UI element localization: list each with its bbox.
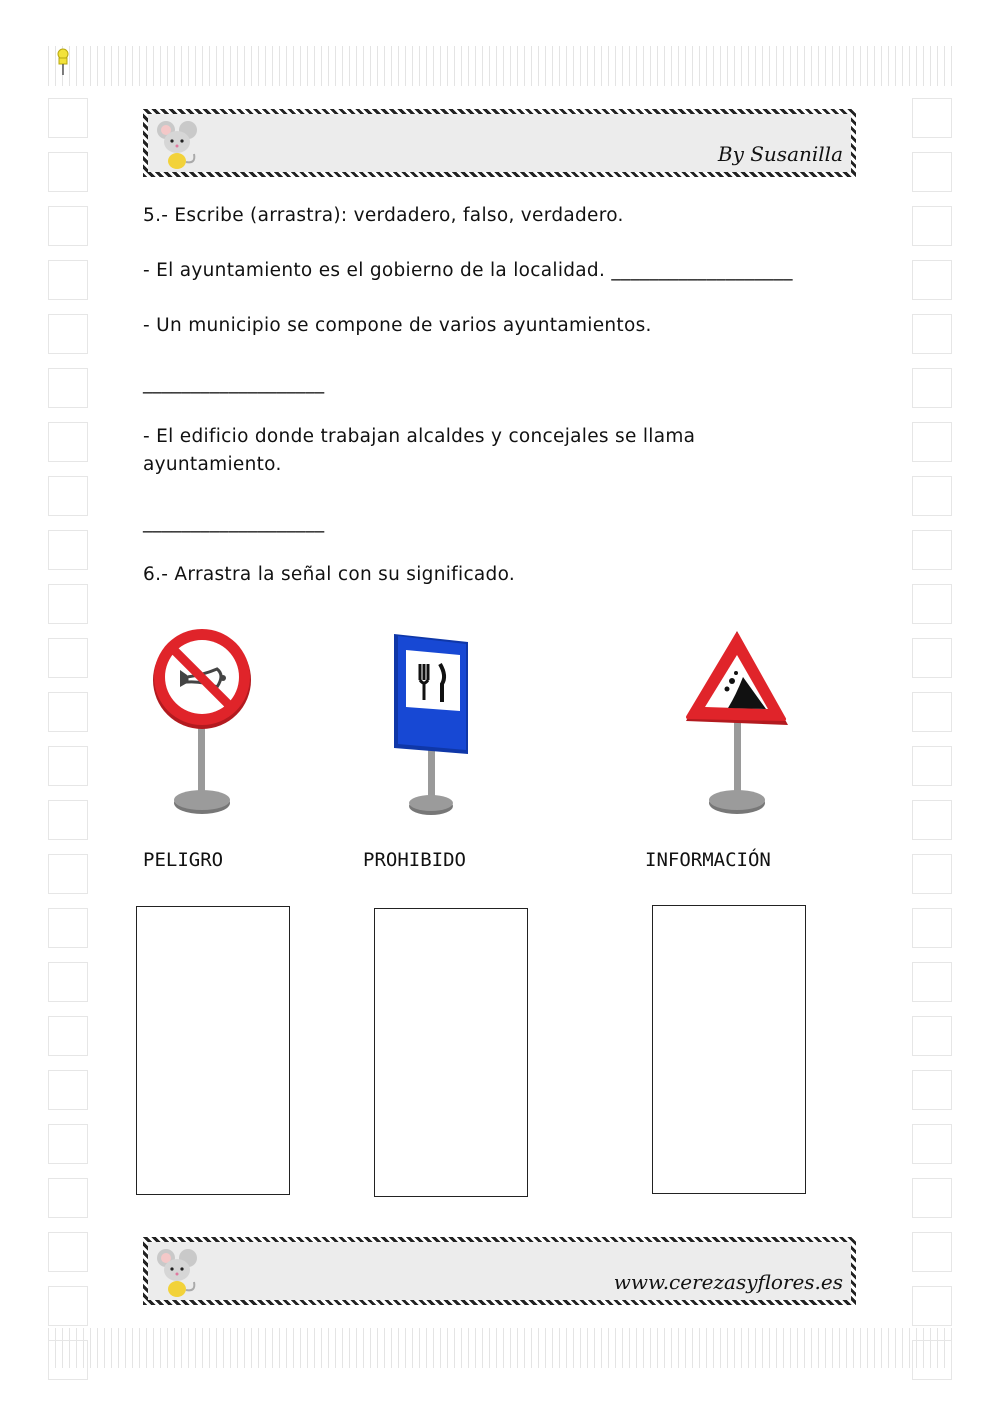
falling-rocks-sign-icon[interactable] (680, 625, 795, 820)
statement-2: - Un municipio se compone de varios ayuntamientos. (143, 315, 652, 336)
label-informacion: INFORMACIÓN (645, 849, 771, 871)
exercise6-instruction: 6.- Arrastra la señal con su significado. (143, 564, 516, 585)
mouse-mascot-icon (154, 118, 200, 170)
statement-3-line-1: - El edificio donde trabajan alcaldes y concejales se llama (143, 426, 696, 447)
restaurant-sign-icon[interactable] (380, 628, 480, 818)
website-text: www.cerezasyflores.es (613, 1270, 843, 1294)
label-peligro: PELIGRO (143, 849, 224, 871)
pushpin-icon (53, 48, 73, 76)
frame-bottom-border (48, 1328, 952, 1368)
header-banner (143, 109, 856, 177)
no-horn-sign-icon[interactable] (145, 625, 265, 820)
drop-zone-informacion[interactable] (652, 905, 806, 1194)
exercise5-instruction: 5.- Escribe (arrastra): verdadero, falso, verdadero. (143, 205, 624, 226)
frame-right-column (912, 98, 952, 1394)
byline-text: By Susanilla (717, 142, 843, 166)
answer-blank-2[interactable]: ___________________ (143, 373, 325, 394)
answer-blank-3[interactable]: ___________________ (143, 512, 325, 533)
mouse-mascot-icon (154, 1246, 200, 1298)
frame-top-border (48, 46, 952, 86)
label-prohibido: PROHIBIDO (363, 849, 466, 871)
statement-1: - El ayuntamiento es el gobierno de la localidad. ___________________ (143, 260, 793, 281)
frame-left-column (48, 98, 88, 1394)
footer-banner (143, 1237, 856, 1305)
drop-zone-peligro[interactable] (136, 906, 290, 1195)
statement-3-line-2: ayuntamiento. (143, 454, 282, 475)
drop-zone-prohibido[interactable] (374, 908, 528, 1197)
